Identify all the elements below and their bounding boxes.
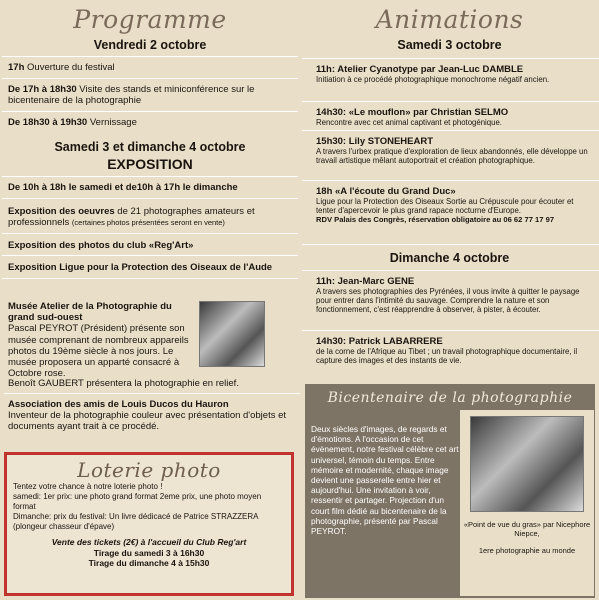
expo-club: Exposition des photos du club «Reg'Art» — [8, 239, 194, 251]
animation-item: 18h «A l'écoute du Grand Duc» Ligue pour la Protection des Oiseaux Sortie au Crépuscule pour écouter et tenter d'apercevoir le plus grand rapace nocturne d'Europe. RDV Palais des Congrès, réservation obligatoire au 06 62 77 17 97 — [316, 186, 574, 224]
niepce-panel — [460, 410, 594, 596]
loterie-tirages: Vente des tickets (2€) à l'accueil du Club Reg'art Tirage du samedi 3 à 16h30 Tirage du dimanche 4 à 15h30 — [51, 537, 247, 568]
animations-title: Animations — [375, 5, 524, 34]
animation-item: 11h: Atelier Cyanotype par Jean-Luc DAMBLE Initiation à ce procédé photographique monochrome négatif ancien. — [316, 64, 550, 84]
musee-text2: Benoît GAUBERT présentera la photographie en relief. — [8, 378, 239, 389]
bicentenaire-text: Deux siècles d'images, de regards et d'émotions. A l'occasion de cet évènement, notre festival célèbre cet art universel, témoin du temps. Entre mémoire et modernité, chaque image devient une passerelle entre hier et aujourd'hui. Une invitation à voir, ressentir et partager. Projection d'un court film dédié au bicentenaire de la photographie, présenté par Pascal PEYROT. — [311, 424, 459, 537]
expo-ligue: Exposition Ligue pour la Protection des Oiseaux de l'Aude — [8, 262, 273, 273]
friday-item: De 17h à 18h30 Visite des stands et miniconférence sur le bicentenaire de la photographie — [8, 83, 255, 106]
friday-heading: Vendredi 2 octobre — [93, 38, 207, 52]
hours-line: De 10h à 18h le samedi et de10h à 17h le dimanche — [8, 182, 238, 193]
animation-item: 14h30: «Le mouflon» par Christian SELMO Rencontre avec cet animal captivant et photogénique. — [316, 107, 509, 127]
friday-item: 17h Ouverture du festival — [8, 62, 115, 73]
weekend-heading: Samedi 3 et dimanche 4 octobre — [54, 140, 246, 154]
sunday-heading: Dimanche 4 octobre — [389, 251, 510, 265]
loterie-title: Loterie photo — [77, 458, 221, 482]
assoc-title: Association des amis de Louis Ducos du Hauron — [8, 399, 229, 410]
musee-text: Pascal PEYROT (Président) présente son musée comprenant de nombreux appareils photos du 19ème siècle à nos jours. Le musée proposera un apparté consacré à Octobre rose. — [8, 323, 189, 380]
friday-list — [0, 56, 300, 132]
loterie-line: Tentez votre chance à notre loterie photo ! — [13, 482, 163, 491]
animations-column — [300, 0, 599, 600]
loterie-box — [4, 452, 294, 596]
friday-item: De 18h30 à 19h30 Vernissage — [8, 116, 137, 128]
loterie-line: Dimanche: prix du festival: Un livre dédicacé de Patrice STRAZZERA (plongeur chasseur d'épave) — [13, 512, 258, 531]
saturday-heading: Samedi 3 octobre — [397, 38, 502, 52]
expo-oeuvres: Exposition des oeuvres de 21 photographes amateurs et professionnels (certaines photos présentées seront en vente) — [8, 205, 255, 228]
niepce-photo — [470, 416, 584, 512]
bicentenaire-title: Bicentenaire de la photographie — [327, 390, 573, 406]
loterie-line: samedi: 1er prix: une photo grand format 2eme prix, une photo moyen format — [13, 492, 262, 511]
animation-item: 14h30: Patrick LABARRERE de la corne de l'Afrique au Tibet ; un travail photographique documentaire, il capture des images et des instants de vie. — [316, 336, 578, 365]
assoc-text: Inventeur de la photographie couleur avec présentation d'objets et documents ayant trait à ce procédé. — [8, 410, 287, 433]
musee-block — [8, 301, 196, 379]
niepce-caption: «Point de vue du gras» par Nicephore Niepce, 1ere photographie au monde — [463, 520, 591, 555]
assoc-block — [8, 399, 296, 433]
animation-item: 11h: Jean-Marc GENE A travers ses photographies des Pyrénées, il vous invite à quitter le paysage pour entrer dans l'intimité du sauvage. Comprendre la nature et son fonctionnement, c'est réapprendre à observer, à pister, à écouter. — [316, 276, 580, 314]
musee-title: Musée Atelier de la Photographie du grand sud-ouest — [8, 301, 172, 324]
animation-item: 15h30: Lily STONEHEART A travers l'urbex pratique d'exploration de lieux abandonnés, elle développe un travail artistique mêlant autoportrait et création photographique. — [316, 136, 588, 165]
musee-photo — [199, 301, 265, 367]
exposition-list — [0, 176, 300, 279]
exposition-heading: EXPOSITION — [107, 156, 193, 172]
programme-title: Programme — [73, 5, 227, 34]
